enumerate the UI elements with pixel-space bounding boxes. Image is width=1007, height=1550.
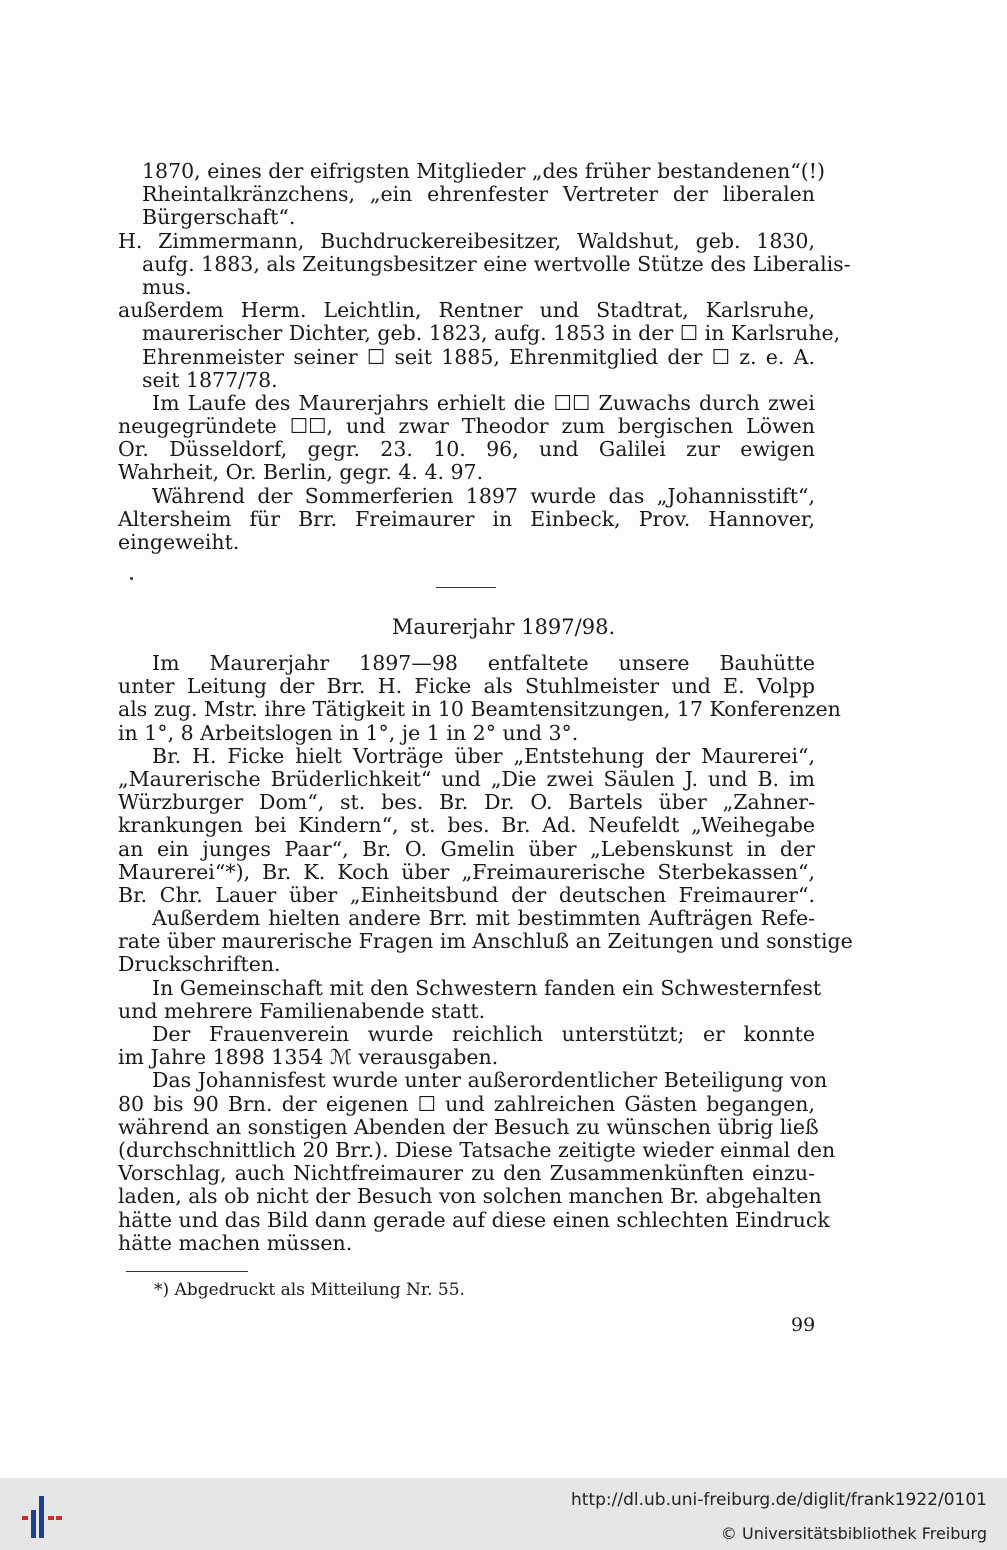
text-line: hätte und das Bild dann gerade auf diese einen schlechten Eindruck [118,1207,830,1232]
text-line: eingeweiht. [118,530,240,554]
text-line: 1870, eines der eifrigsten Mitglieder „des früher bestandenen“(!) [142,159,826,183]
text-line: außerdem Herm. Leichtlin, Rentner und Stadtrat, Karlsruhe, [118,298,815,323]
text-line: Außerdem hielten andere Brr. mit bestimmten Aufträgen Refe- [152,906,815,931]
text-line: „Maurerische Brüderlichkeit“ und „Die zwei Säulen J. und B. im [118,766,815,791]
text-line: Der Frauenverein wurde reichlich unterstützt; er konnte [152,1022,815,1046]
text-line: an ein junges Paar“, Br. O. Gmelin über „Lebenskunst in der [118,836,815,861]
section-separator [436,587,496,588]
text-line: Maurerei“*), Br. K. Koch über „Freimaurerische Sterbekassen“, [118,859,815,884]
text-line: seit 1877/78. [142,367,278,392]
text-line: Würzburger Dom“, st. bes. Br. Dr. O. Bartels über „Zahner- [118,790,815,815]
text-line: 80 bis 90 Brn. der eigenen ☐ und zahlreichen Gästen begangen, [118,1091,815,1116]
text-line: aufg. 1883, als Zeitungsbesitzer eine wertvolle Stütze des Liberalis- [142,251,851,276]
print-speck [130,577,133,580]
text-line: In Gemeinschaft mit den Schwestern fanden ein Schwesternfest [152,975,822,1000]
text-line: Or. Düsseldorf, gegr. 23. 10. 96, und Galilei zur ewigen [118,437,815,462]
text-line: Das Johannisfest wurde unter außerordentlicher Beteiligung von [152,1068,828,1093]
source-url-link[interactable]: http://dl.ub.uni-freiburg.de/diglit/frank1922/0101 [571,1490,987,1510]
text-line: Br. H. Ficke hielt Vorträge über „Entstehung der Maurerei“, [152,743,815,768]
library-logo-icon [22,1496,62,1538]
text-line: Bürgerschaft“. [142,205,296,230]
viewer-footer [0,1478,1007,1550]
text-line: laden, als ob nicht der Besuch von solchen manchen Br. abgehalten [118,1184,822,1209]
copyright-notice: © Universitätsbibliothek Freiburg [720,1524,987,1543]
text-line: Altersheim für Brr. Freimaurer in Einbeck, Prov. Hannover, [118,506,815,531]
text-line: hätte machen müssen. [118,1230,353,1255]
text-line: maurerischer Dichter, geb. 1823, aufg. 1853 in der ☐ in Karlsruhe, [142,321,841,346]
text-line: Im Laufe des Maurerjahrs erhielt die ☐☐ Zuwachs durch zwei [152,390,815,415]
text-line: und mehrere Familienabende statt. [118,998,486,1023]
footnote: *) Abgedruckt als Mitteilung Nr. 55. [154,1280,465,1300]
text-line: Wahrheit, Or. Berlin, gegr. 4. 4. 97. [118,460,484,485]
text-line: als zug. Mstr. ihre Tätigkeit in 10 Beamtensitzungen, 17 Konferenzen [118,697,841,722]
text-line: während an sonstigen Abenden der Besuch zu wünschen übrig ließ [118,1114,819,1139]
text-line: unter Leitung der Brr. H. Ficke als Stuhlmeister und E. Volpp [118,674,815,699]
text-line: rate über maurerische Fragen im Anschluß an Zeitungen und sonstige [118,929,853,954]
footnote-rule [126,1271,248,1272]
page-number: 99 [791,1314,816,1336]
text-line: Ehrenmeister seiner ☐ seit 1885, Ehrenmitglied der ☐ z. e. A. [142,344,815,369]
text-line: Während der Sommerferien 1897 wurde das „Johannisstift“, [152,483,815,508]
text-block-main [118,651,853,1255]
text-line: Druckschriften. [118,952,281,977]
text-block-top [118,159,851,554]
text-line: in 1°, 8 Arbeitslogen in 1°, je 1 in 2° und 3°. [118,720,579,745]
text-line: mus. [142,274,192,299]
text-line: Br. Chr. Lauer über „Einheitsbund der deutschen Freimaurer“. [118,882,815,907]
text-line: krankungen bei Kindern“, st. bes. Br. Ad. Neufeldt „Weihegabe [118,813,815,838]
text-line: Rheintalkränzchens, „ein ehrenfester Vertreter der liberalen [142,182,815,207]
text-line: (durchschnittlich 20 Brr.). Diese Tatsache zeitigte wieder einmal den [118,1137,836,1162]
text-line: neugegründete ☐☐, und zwar Theodor zum bergischen Löwen [118,414,815,439]
section-heading: Maurerjahr 1897/98. [391,615,616,639]
text-line: im Jahre 1898 1354 ℳ verausgaben. [118,1045,499,1070]
text-line: Im Maurerjahr 1897—98 entfaltete unsere Bauhütte [152,651,815,675]
text-line: Vorschlag, auch Nichtfreimaurer zu den Zusammenkünften einzu- [118,1161,815,1186]
text-line: H. Zimmermann, Buchdruckereibesitzer, Waldshut, geb. 1830, [118,228,815,253]
